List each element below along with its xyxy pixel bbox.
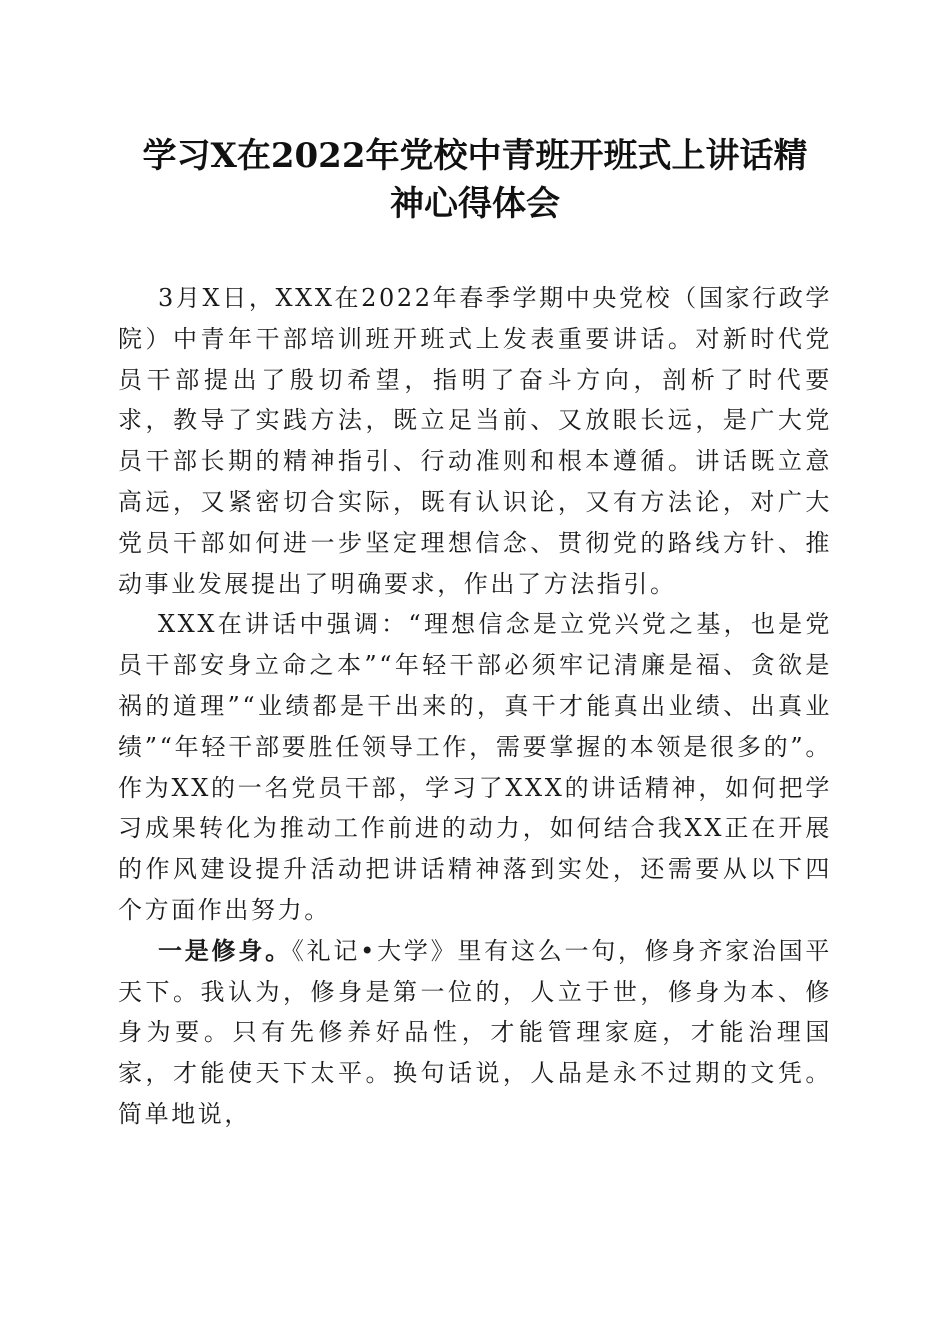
title-line-2: 神心得体会 xyxy=(390,184,560,224)
paragraph-text: 3月X日，XXX在2022年春季学期中央党校（国家行政学院）中青年干部培训班开班式上发表重要讲话。对新时代党员干部提出了殷切希望，指明了奋斗方向，剖析了时代要求，教导了实践方法，既立足当前、又放眼长远，是广大党员干部长期的精神指引、行动准则和根本遵循。讲话既立意高远，又紧密切合实际，既有认识论，又有方法论，对广大党员干部如何进一步坚定理想信念、贯彻党的路线方针、推动事业发展提出了明确要求，作出了方法指引。 xyxy=(118,284,832,598)
document-body xyxy=(118,278,832,1135)
paragraph-2 xyxy=(118,604,832,930)
paragraph-text: 《礼记•大学》里有这么一句，修身齐家治国平天下。我认为，修身是第一位的，人立于世，修身为本、修身为要。只有先修养好品性，才能管理家庭，才能治理国家，才能使天下太平。换句话说，人品是永不过期的文凭。简单地说， xyxy=(118,936,833,1128)
document-title xyxy=(110,132,840,228)
paragraph-1 xyxy=(118,278,832,604)
paragraph-text: XXX在讲话中强调：“理想信念是立党兴党之基，也是党员干部安身立命之本”“年轻干部必须牢记清廉是福、贪欲是祸的道理”“业绩都是干出来的，真干才能真出业绩、出真业绩”“年轻干部要胜任领导工作，需要掌握的本领是很多的”。作为XX的一名党员干部，学习了XXX的讲话精神，如何把学习成果转化为推动工作前进的动力，如何结合我XX正在开展的作风建设提升活动把讲话精神落到实处，还需要从以下四个方面作出努力。 xyxy=(118,610,832,924)
title-line-1: 学习X在2022年党校中青班开班式上讲话精 xyxy=(142,136,808,176)
paragraph-3 xyxy=(118,931,832,1135)
paragraph-lead: 一是修身。 xyxy=(158,935,292,965)
